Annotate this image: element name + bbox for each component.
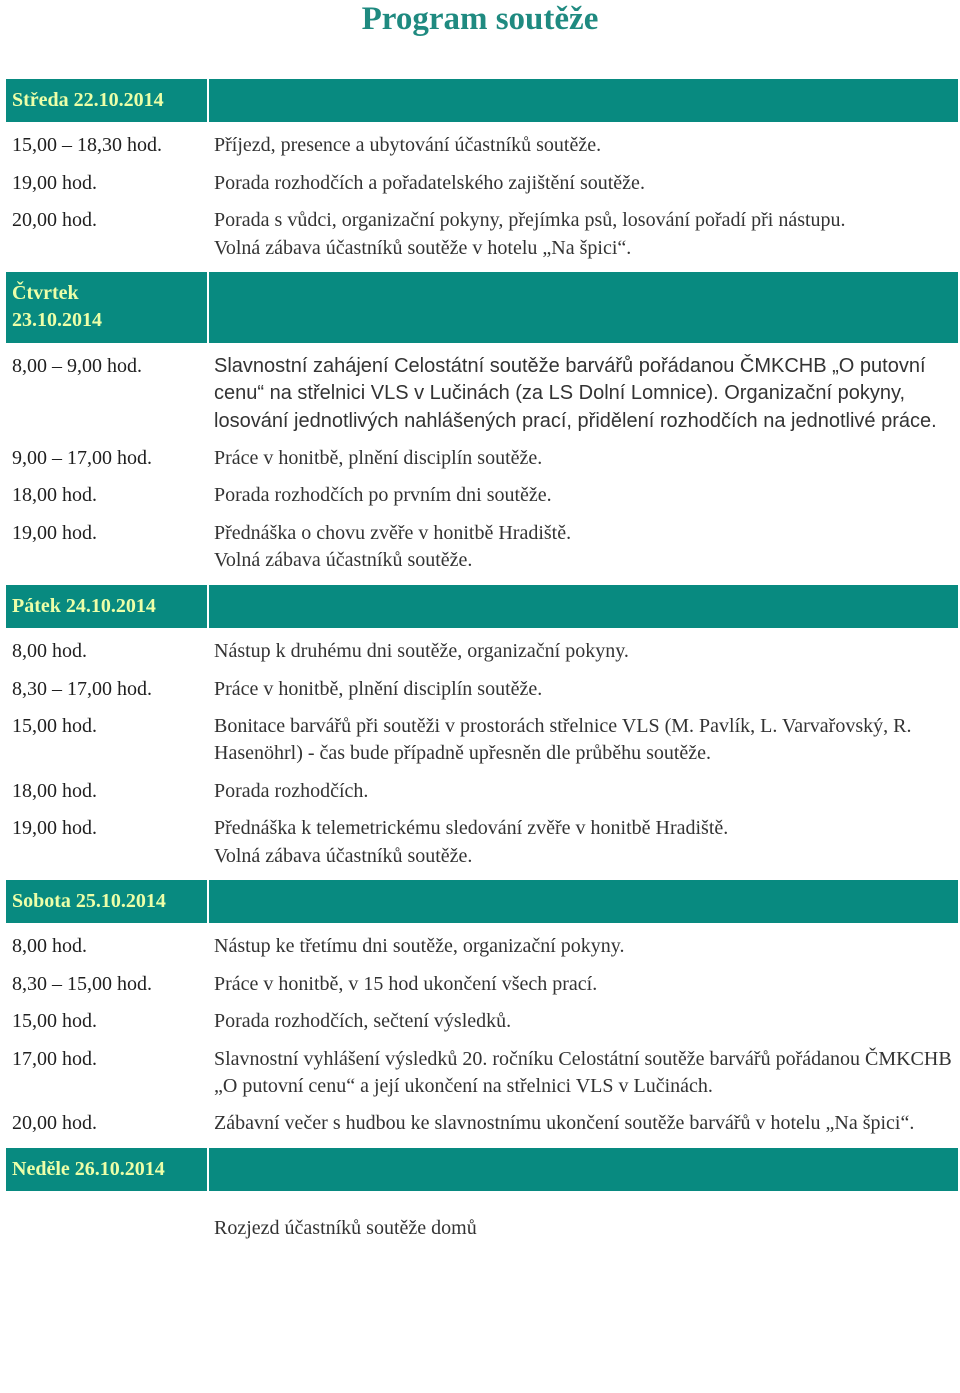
event-time: 20,00 hod.: [12, 209, 97, 232]
event-cell: [208, 815, 958, 880]
schedule-row: [6, 1046, 958, 1111]
day-header-sunday: [6, 1148, 958, 1191]
day-label: [6, 272, 208, 343]
event-text: Nástup ke třetímu dni soutěže, organizační pokyny.: [214, 935, 625, 958]
event-text: Rozjezd účastníků soutěže domů: [214, 1217, 477, 1240]
event-text-secondary: Volná zábava účastníků soutěže.: [214, 549, 473, 572]
schedule-row: [6, 445, 958, 482]
event-text: Porada s vůdci, organizační pokyny, přejímka psů, losování pořadí při nástupu.: [214, 209, 846, 232]
schedule-row: [6, 1191, 958, 1252]
event-time: 8,30 – 17,00 hod.: [12, 677, 152, 700]
day-label: Pátek 24.10.2014: [6, 585, 208, 628]
event-time: 8,00 hod.: [12, 935, 87, 958]
schedule-row: [6, 923, 958, 970]
schedule-row: [6, 713, 958, 778]
schedule-row: [6, 778, 958, 815]
event-time: 15,00 – 18,30 hod.: [12, 134, 162, 157]
event-text: Porada rozhodčích.: [214, 779, 369, 802]
event-time: 19,00 hod.: [12, 817, 97, 840]
day-label: Neděle 26.10.2014: [6, 1148, 208, 1191]
event-time: 15,00 hod.: [12, 1010, 97, 1033]
schedule-table: [6, 79, 958, 1253]
schedule-row: [6, 971, 958, 1008]
day-label: Středa 22.10.2014: [6, 79, 208, 122]
day-label: Sobota 25.10.2014: [6, 880, 208, 923]
event-text: Přednáška o chovu zvěře v honitbě Hradiště.: [214, 521, 572, 544]
schedule-row: [6, 1008, 958, 1045]
schedule-row: [6, 482, 958, 519]
event-time: 8,30 – 15,00 hod.: [12, 972, 152, 995]
schedule-row: [6, 170, 958, 207]
event-time: 15,00 hod.: [12, 714, 97, 737]
event-text: Práce v honitbě, plnění disciplín soutěže.: [214, 447, 543, 470]
event-time: 18,00 hod.: [12, 779, 97, 802]
event-time: 19,00 hod.: [12, 171, 97, 194]
event-time: 18,00 hod.: [12, 484, 97, 507]
event-time: 8,00 – 9,00 hod.: [12, 354, 142, 377]
schedule-row: [6, 520, 958, 585]
event-text: Práce v honitbě, plnění disciplín soutěže.: [214, 677, 543, 700]
event-cell: [208, 520, 958, 585]
page-title: Program soutěže: [361, 1, 599, 37]
schedule-row: [6, 207, 958, 272]
event-text: Porada rozhodčích po prvním dni soutěže.: [214, 484, 552, 507]
event-time: 20,00 hod.: [12, 1112, 97, 1135]
event-text: Práce v honitbě, v 15 hod ukončení všech prací.: [214, 972, 598, 995]
day-label-line2: 23.10.2014: [12, 309, 102, 332]
event-text: Slavnostní vyhlášení výsledků 20. ročníku Celostátní soutěže barvářů pořádanou ČMKCHB „O putovní cenu“ a její ukončení na střelnici VLS v Lučinách.: [214, 1047, 952, 1097]
day-header-saturday: [6, 880, 958, 923]
day-label-line1: Čtvrtek: [12, 282, 79, 305]
event-time: [6, 1191, 208, 1252]
event-text: Příjezd, presence a ubytování účastníků soutěže.: [214, 134, 602, 157]
schedule-row: [6, 343, 958, 445]
event-text: Slavnostní zahájení Celostátní soutěže barvářů pořádanou ČMKCHB „O putovní cenu“ na střelnici VLS v Lučinách (za LS Dolní Lomnice). Organizační pokyny, losování jednotlivých nahlášených prací, přidělení rozhodčích na jednotlivé práce.: [214, 354, 937, 432]
event-time: 17,00 hod.: [12, 1047, 97, 1070]
day-header-thursday: [6, 272, 958, 343]
schedule-row: [6, 815, 958, 880]
event-text: Porada rozhodčích a pořadatelského zajištění soutěže.: [214, 171, 645, 194]
event-text: Přednáška k telemetrickému sledování zvěře v honitbě Hradiště.: [214, 817, 729, 840]
schedule-row: [6, 676, 958, 713]
event-time: 8,00 hod.: [12, 640, 87, 663]
day-header-wednesday: [6, 79, 958, 122]
event-text: Zábavní večer s hudbou ke slavnostnímu ukončení soutěže barvářů v hotelu „Na špici“.: [214, 1112, 915, 1135]
event-time: 19,00 hod.: [12, 521, 97, 544]
event-time: 9,00 – 17,00 hod.: [12, 447, 152, 470]
event-text-secondary: Volná zábava účastníků soutěže v hotelu „Na špici“.: [214, 236, 632, 259]
event-cell: [208, 207, 958, 272]
event-text: Bonitace barvářů při soutěži v prostorách střelnice VLS (M. Pavlík, L. Varvařovský, R. Hasenöhrl) - čas bude případně upřesněn dle průběhu soutěže.: [214, 714, 912, 765]
schedule-row: [6, 628, 958, 675]
event-text: Porada rozhodčích, sečtení výsledků.: [214, 1010, 512, 1033]
schedule-row: [6, 122, 958, 169]
day-header-friday: [6, 585, 958, 628]
event-text-secondary: Volná zábava účastníků soutěže.: [214, 844, 473, 867]
event-text: Nástup k druhému dni soutěže, organizační pokyny.: [214, 640, 629, 663]
schedule-row: [6, 1110, 958, 1147]
